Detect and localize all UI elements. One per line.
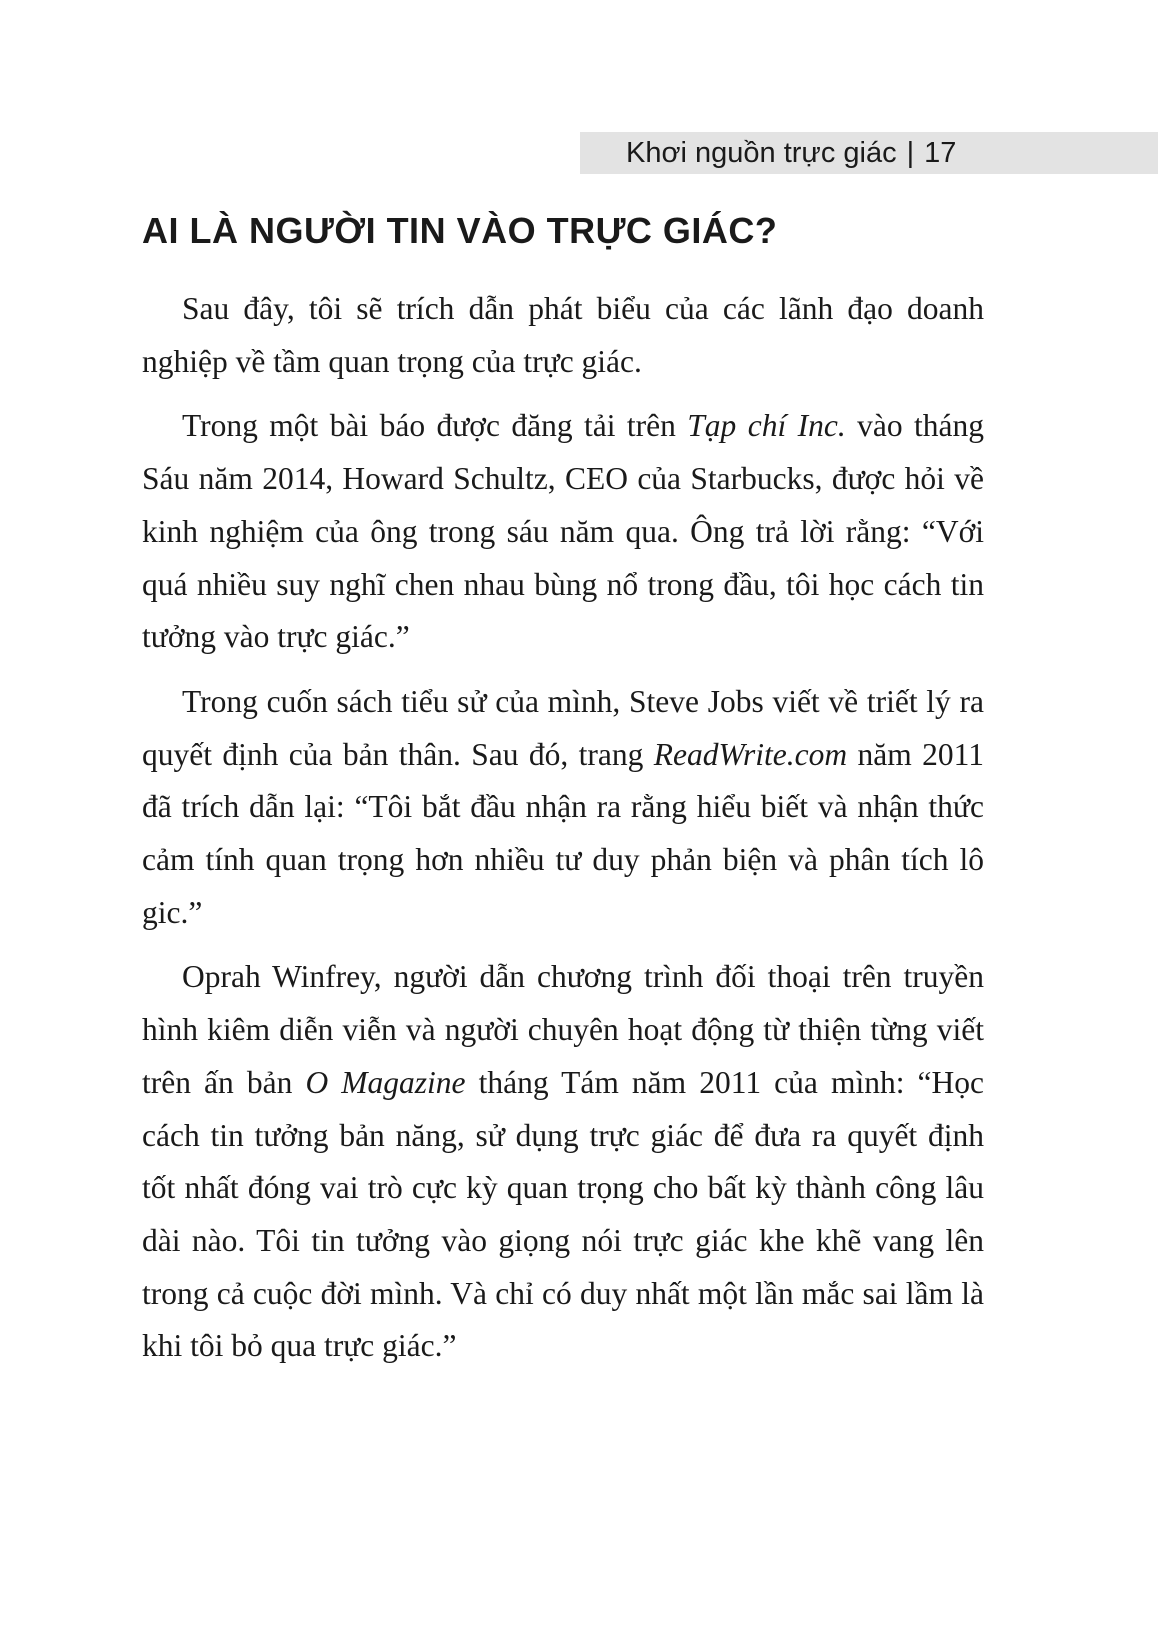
publication-title: O Magazine [305,1064,466,1100]
running-head [580,132,1158,174]
paragraph-text: Trong một bài báo được đăng tải trên [182,408,688,444]
paragraph-intro: Sau đây, tôi sẽ trích dẫn phát biểu của các lãnh đạo doanh nghiệp về tầm quan trọng của trực giác. [142,291,984,379]
running-head-separator: | [906,136,915,169]
paragraph-winfrey [142,951,984,1373]
section-title: AI LÀ NGƯỜI TIN VÀO TRỰC GIÁC? [142,210,778,251]
publication-title: Tạp chí Inc. [687,408,846,444]
paragraph-text: Oprah Winfrey, người dẫn chương trình đối thoại trên truyền hình kiêm diễn viễn và người chuyên hoạt động từ thiện từng viết trên ấn bản [142,959,984,1100]
page-number: 17 [924,136,957,169]
publication-title: ReadWrite.com [653,736,848,772]
paragraph-text: tháng Tám năm 2011 của mình: “Học cách tin tưởng bản năng, sử dụng trực giác để đưa ra quyết định tốt nhất đóng vai trò cực kỳ quan trọng cho bất kỳ thành công lâu dài nào. Tôi tin tưởng vào giọng nói trực giác khe khẽ vang lên trong cả cuộc đời mình. Và chỉ có duy nhất một lần mắc sai lầm là khi tôi bỏ qua trực giác.” [142,1064,985,1364]
paragraph-jobs [142,676,984,940]
paragraph-schultz [142,400,984,664]
running-head-chapter: Khơi nguồn trực giác [626,136,897,169]
paragraph-text: năm 2011 đã trích dẫn lại: “Tôi bắt đầu nhận ra rằng hiểu biết và nhận thức cảm tính quan trọng hơn nhiều tư duy phản biện và phân tích lô gic.” [142,736,984,930]
paragraph-text: Trong cuốn sách tiểu sử của mình, Steve Jobs viết về triết lý ra quyết định của bản thân. Sau đó, trang [142,683,984,772]
body-text [142,283,984,1385]
paragraph-text: vào tháng Sáu năm 2014, Howard Schultz, CEO của Starbucks, được hỏi về kinh nghiệm của ông trong sáu năm qua. Ông trả lời rằng: “Với quá nhiều suy nghĩ chen nhau bùng nổ trong đầu, tôi học cách tin tưởng vào trực giác.” [142,408,984,655]
